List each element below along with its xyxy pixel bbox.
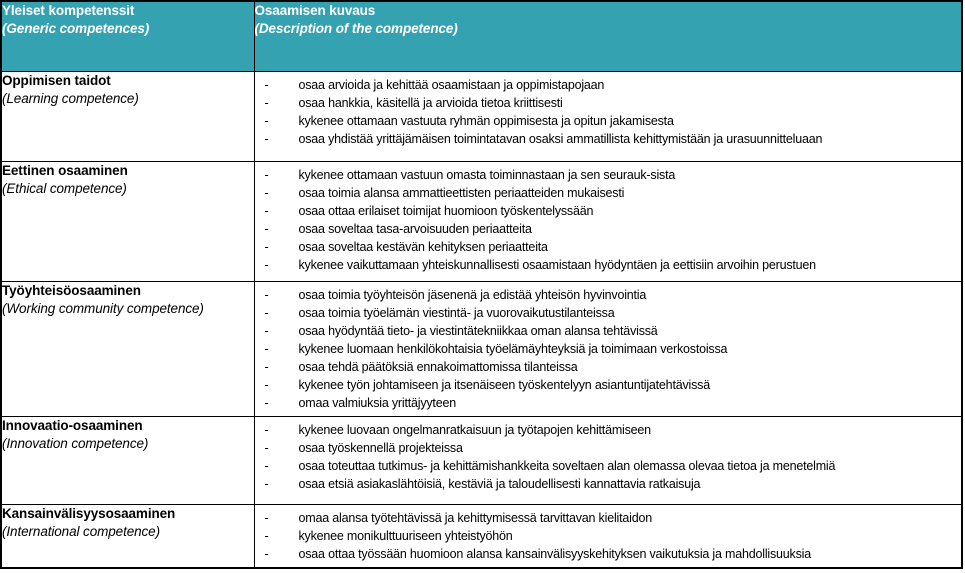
table-row (1, 71, 962, 161)
competence-name-fi: Oppimisen taidot (2, 72, 111, 88)
header-cell-generic-competences (1, 1, 254, 71)
bullet-item: - omaa valmiuksia yrittäjyyteen (255, 394, 954, 412)
bullet-item: - osaa yhdistää yrittäjämäisen toimintatavan osaksi ammatillista kehittymistään ja urasuunnitteluaan (255, 130, 954, 148)
table-row (1, 161, 962, 281)
competence-name-fi: Työyhteisöosaaminen (2, 282, 141, 298)
bullet-list (255, 72, 962, 152)
bullet-list (255, 162, 962, 278)
bullet-item: - kykenee ottamaan vastuuta ryhmän oppimisesta ja opitun jakamisesta (255, 112, 954, 130)
competence-description-cell (254, 504, 962, 568)
bullet-item: - osaa toimia alansa ammattieettisten periaatteiden mukaisesti (255, 184, 954, 202)
bullet-item: - osaa hyödyntää tieto- ja viestintätekniikkaa oman alansa tehtävissä (255, 322, 954, 340)
header-description-fi: Osaamisen kuvaus (254, 3, 376, 18)
competence-name-cell (1, 416, 254, 504)
bullet-item: - osaa tehdä päätöksiä ennakoimattomissa tilanteissa (255, 358, 954, 376)
bullet-item: - osaa arvioida ja kehittää osaamistaan ja oppimistapojaan (255, 76, 954, 94)
competence-name-en: (International competence) (2, 523, 160, 539)
bullet-item: - osaa soveltaa kestävän kehityksen periaatteita (255, 238, 954, 256)
bullet-item: - kykenee luomaan henkilökohtaisia työelämäyhteyksiä ja toimimaan verkostoissa (255, 340, 954, 358)
table-row (1, 281, 962, 416)
competence-name-fi: Innovaatio-osaaminen (2, 417, 143, 433)
competence-description-cell (254, 281, 962, 416)
bullet-item: - osaa toimia työelämän viestintä- ja vuorovaikutustilanteissa (255, 304, 954, 322)
bullet-item: - kykenee vaikuttamaan yhteiskunnallisesti osaamistaan hyödyntäen ja eettisiin arvoihin perustuen (255, 256, 954, 274)
competence-name-en: (Innovation competence) (2, 435, 149, 451)
competence-name-cell (1, 281, 254, 416)
bullet-item: - osaa hankkia, käsitellä ja arvioida tietoa kriittisesti (255, 94, 954, 112)
table-header (1, 1, 962, 71)
competence-name-en: (Ethical competence) (2, 180, 127, 196)
competence-name-cell (1, 71, 254, 161)
bullet-item: - kykenee työn johtamiseen ja itsenäiseen työskentelyyn asiantuntijatehtävissä (255, 376, 954, 394)
bullet-item: - osaa ottaa erilaiset toimijat huomioon työskentelyssään (255, 202, 954, 220)
header-generic-competences-fi: Yleiset kompetenssit (2, 3, 135, 18)
bullet-item: - osaa ottaa työssään huomioon alansa kansainvälisyyskehityksen vaikutuksia ja mahdollisuuksia (255, 545, 954, 563)
bullet-item: - osaa toteuttaa tutkimus- ja kehittämishankkeita soveltaen alan olemassa olevaa tietoa ja menetelmiä (255, 457, 954, 475)
bullet-item: - omaa alansa työtehtävissä ja kehittymisessä tarvittavan kielitaidon (255, 509, 954, 527)
competence-description-cell (254, 161, 962, 281)
competence-description-cell (254, 416, 962, 504)
bullet-item: - osaa toimia työyhteisön jäsenenä ja edistää yhteisön hyvinvointia (255, 286, 954, 304)
header-generic-competences-en: (Generic competences) (2, 21, 150, 36)
header-row (1, 1, 962, 71)
competence-description-cell (254, 71, 962, 161)
header-cell-description (254, 1, 962, 71)
competence-name-cell (1, 161, 254, 281)
bullet-item: - kykenee monikulttuuriseen yhteistyöhön (255, 527, 954, 545)
competence-name-en: (Learning competence) (2, 90, 139, 106)
bullet-list (255, 505, 962, 567)
competence-name-cell (1, 504, 254, 568)
competence-name-fi: Eettinen osaaminen (2, 162, 128, 178)
competence-name-fi: Kansainvälisyysosaaminen (2, 505, 176, 521)
bullet-item: - kykenee ottamaan vastuun omasta toiminnastaan ja sen seurauk-sista (255, 166, 954, 184)
table-row (1, 504, 962, 568)
bullet-list (255, 417, 962, 497)
bullet-list (255, 282, 962, 416)
competence-name-en: (Working community competence) (2, 300, 204, 316)
bullet-item: - kykenee luovaan ongelmanratkaisuun ja työtapojen kehittämiseen (255, 421, 954, 439)
bullet-item: - osaa soveltaa tasa-arvoisuuden periaatteita (255, 220, 954, 238)
bullet-item: - osaa työskennellä projekteissa (255, 439, 954, 457)
bullet-item: - osaa etsiä asiakaslähtöisiä, kestäviä ja taloudellisesti kannattavia ratkaisuja (255, 475, 954, 493)
table-row (1, 416, 962, 504)
header-description-en: (Description of the competence) (254, 21, 458, 36)
